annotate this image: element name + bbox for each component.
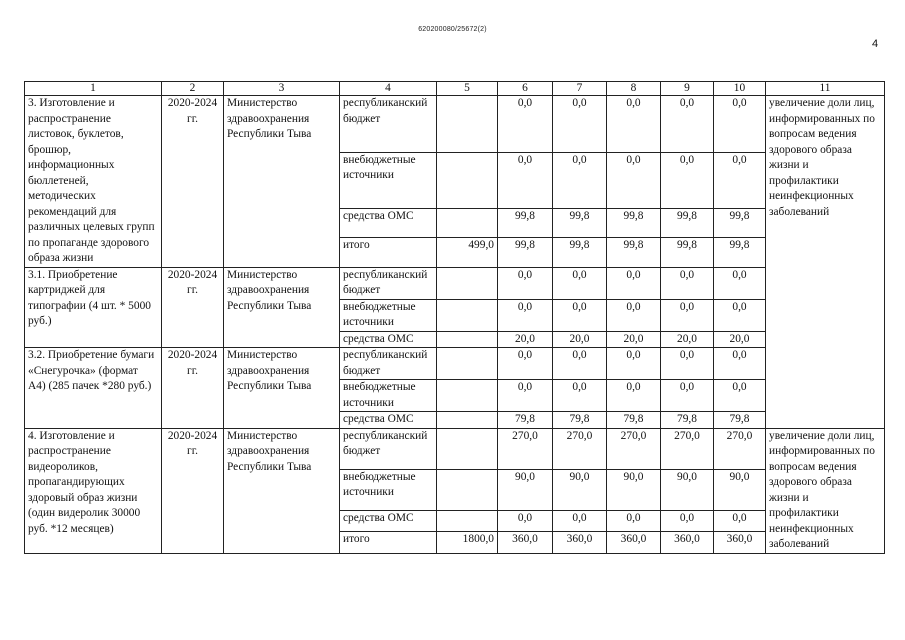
total-amount: 499,0 (437, 238, 498, 267)
total-amount: 1800,0 (437, 532, 498, 553)
year-amount: 99,8 (714, 238, 766, 267)
year-amount: 0,0 (498, 267, 553, 299)
total-amount (437, 412, 498, 429)
year-amount: 0,0 (498, 96, 553, 153)
total-amount (437, 96, 498, 153)
year-amount: 20,0 (714, 331, 766, 348)
funding-table (24, 81, 885, 554)
activity-period: 2020-2024 гг. (162, 348, 224, 429)
column-header: 4 (340, 82, 437, 96)
year-amount: 99,8 (661, 209, 714, 238)
year-amount: 0,0 (661, 267, 714, 299)
total-amount (437, 469, 498, 510)
activity-period: 2020-2024 гг. (162, 428, 224, 553)
column-header: 1 (25, 82, 162, 96)
column-header: 10 (714, 82, 766, 96)
year-amount: 79,8 (661, 412, 714, 429)
funding-source: республиканский бюджет (340, 267, 437, 299)
table-row (25, 428, 885, 469)
year-amount: 90,0 (714, 469, 766, 510)
year-amount: 20,0 (607, 331, 661, 348)
year-amount: 0,0 (607, 152, 661, 209)
year-amount: 0,0 (661, 96, 714, 153)
year-amount: 99,8 (607, 238, 661, 267)
column-header: 11 (766, 82, 885, 96)
column-header: 6 (498, 82, 553, 96)
year-amount: 79,8 (714, 412, 766, 429)
year-amount: 360,0 (553, 532, 607, 553)
year-amount: 0,0 (553, 267, 607, 299)
year-amount: 360,0 (714, 532, 766, 553)
funding-source: средства ОМС (340, 209, 437, 238)
expected-result: увеличение доли лиц, информированных по вопросам ведения здорового образа жизни и профилактики неинфекционных заболеваний (766, 428, 885, 553)
year-amount: 0,0 (607, 267, 661, 299)
activity-executor: Министерство здравоохранения Республики Тыва (224, 96, 340, 268)
funding-source: итого (340, 238, 437, 267)
year-amount: 0,0 (714, 380, 766, 412)
year-amount: 270,0 (661, 428, 714, 469)
year-amount: 0,0 (714, 348, 766, 380)
activity-executor: Министерство здравоохранения Республики Тыва (224, 267, 340, 348)
column-header: 5 (437, 82, 498, 96)
activity-name: 3. Изготовление и распространение листовок, буклетов, брошюр, информационных бюллетеней, методических рекомендаций для различных целевых групп по пропаганде здорового образа жизни (25, 96, 162, 268)
year-amount: 99,8 (714, 209, 766, 238)
year-amount: 0,0 (607, 96, 661, 153)
funding-source: республиканский бюджет (340, 348, 437, 380)
table-row (25, 348, 885, 380)
year-amount: 360,0 (661, 532, 714, 553)
column-header: 3 (224, 82, 340, 96)
funding-source: внебюджетные источники (340, 299, 437, 331)
activity-name: 3.1. Приобретение картриджей для типографии (4 шт. * 5000 руб.) (25, 267, 162, 348)
year-amount: 0,0 (498, 152, 553, 209)
year-amount: 270,0 (607, 428, 661, 469)
year-amount: 0,0 (714, 96, 766, 153)
total-amount (437, 380, 498, 412)
year-amount: 90,0 (498, 469, 553, 510)
year-amount: 99,8 (553, 238, 607, 267)
year-amount: 0,0 (498, 380, 553, 412)
year-amount: 20,0 (553, 331, 607, 348)
total-amount (437, 267, 498, 299)
year-amount: 0,0 (553, 152, 607, 209)
total-amount (437, 510, 498, 531)
year-amount: 99,8 (498, 238, 553, 267)
total-amount (437, 428, 498, 469)
funding-source: внебюджетные источники (340, 469, 437, 510)
funding-source: итого (340, 532, 437, 553)
document-id: 620200080/25672(2) (418, 26, 487, 33)
activity-name: 4. Изготовление и распространение видеороликов, пропагандирующих здоровый образ жизни (один видеролик 30000 руб. *12 месяцев) (25, 428, 162, 553)
year-amount: 360,0 (498, 532, 553, 553)
year-amount: 0,0 (714, 299, 766, 331)
year-amount: 79,8 (553, 412, 607, 429)
year-amount: 20,0 (661, 331, 714, 348)
activity-period: 2020-2024 гг. (162, 96, 224, 268)
column-header: 2 (162, 82, 224, 96)
year-amount: 0,0 (714, 510, 766, 531)
year-amount: 99,8 (498, 209, 553, 238)
year-amount: 79,8 (498, 412, 553, 429)
activity-period: 2020-2024 гг. (162, 267, 224, 348)
table-row (25, 96, 885, 153)
year-amount: 0,0 (607, 348, 661, 380)
funding-source: средства ОМС (340, 331, 437, 348)
page-number: 4 (872, 38, 879, 50)
year-amount: 360,0 (607, 532, 661, 553)
year-amount: 0,0 (661, 510, 714, 531)
year-amount: 270,0 (498, 428, 553, 469)
activity-executor: Министерство здравоохранения Республики Тыва (224, 428, 340, 553)
total-amount (437, 299, 498, 331)
total-amount (437, 152, 498, 209)
funding-source: республиканский бюджет (340, 428, 437, 469)
year-amount: 0,0 (553, 380, 607, 412)
header-row (25, 82, 885, 96)
year-amount: 0,0 (553, 299, 607, 331)
funding-source: внебюджетные источники (340, 380, 437, 412)
year-amount: 0,0 (553, 348, 607, 380)
year-amount: 0,0 (661, 380, 714, 412)
funding-source: средства ОМС (340, 412, 437, 429)
total-amount (437, 348, 498, 380)
year-amount: 90,0 (607, 469, 661, 510)
year-amount: 90,0 (661, 469, 714, 510)
year-amount: 0,0 (607, 380, 661, 412)
column-header: 8 (607, 82, 661, 96)
year-amount: 0,0 (607, 510, 661, 531)
year-amount: 0,0 (607, 299, 661, 331)
column-header: 9 (661, 82, 714, 96)
table-row (25, 267, 885, 299)
year-amount: 0,0 (498, 510, 553, 531)
activity-executor: Министерство здравоохранения Республики Тыва (224, 348, 340, 429)
table-body (25, 82, 885, 554)
year-amount: 0,0 (553, 510, 607, 531)
year-amount: 99,8 (553, 209, 607, 238)
year-amount: 20,0 (498, 331, 553, 348)
total-amount (437, 331, 498, 348)
funding-source: внебюджетные источники (340, 152, 437, 209)
year-amount: 99,8 (661, 238, 714, 267)
activity-name: 3.2. Приобретение бумаги «Снегурочка» (формат А4) (285 пачек *280 руб.) (25, 348, 162, 429)
funding-source: республиканский бюджет (340, 96, 437, 153)
total-amount (437, 209, 498, 238)
year-amount: 0,0 (714, 267, 766, 299)
year-amount: 0,0 (661, 299, 714, 331)
year-amount: 0,0 (553, 96, 607, 153)
year-amount: 270,0 (553, 428, 607, 469)
column-header: 7 (553, 82, 607, 96)
year-amount: 90,0 (553, 469, 607, 510)
year-amount: 0,0 (714, 152, 766, 209)
year-amount: 79,8 (607, 412, 661, 429)
year-amount: 0,0 (661, 152, 714, 209)
year-amount: 270,0 (714, 428, 766, 469)
year-amount: 0,0 (498, 299, 553, 331)
year-amount: 99,8 (607, 209, 661, 238)
expected-result: увеличение доли лиц, информированных по вопросам ведения здорового образа жизни и профилактики неинфекционных заболеваний (766, 96, 885, 429)
funding-source: средства ОМС (340, 510, 437, 531)
year-amount: 0,0 (661, 348, 714, 380)
year-amount: 0,0 (498, 348, 553, 380)
